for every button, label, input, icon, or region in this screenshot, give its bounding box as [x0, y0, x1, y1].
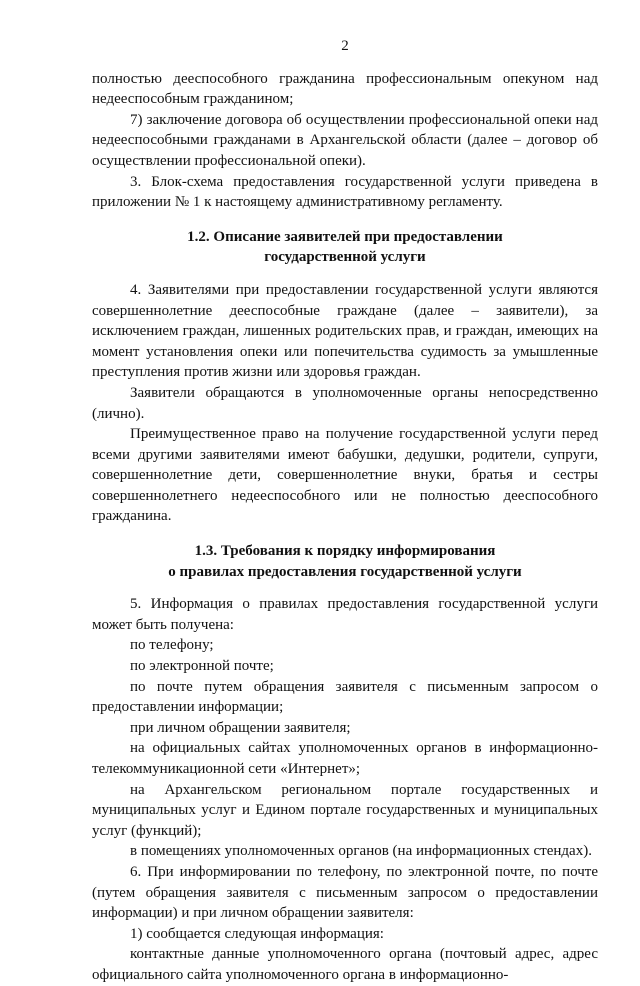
- section-1-3-paragraph-5: 5. Информация о правилах предоставления государственной услуги может быть получена:: [92, 596, 598, 633]
- section-heading-1-2-line1: 1.2. Описание заявителей при предоставлении: [187, 228, 503, 245]
- section-1-3-list-item-portals: на Архангельском региональном портале государственных и муниципальных услуг и Едином портале государственных и муниципальных услуг (функций);: [92, 781, 598, 839]
- intro-paragraph-3: 3. Блок-схема предоставления государственной услуги приведена в приложении № 1 к настоящему административному регламенту.: [92, 173, 598, 211]
- section-1-2-paragraph-priority: Преимущественное право на получение государственной услуги перед всеми другими заявителями имеют бабушки, дедушки, родители, супруги, совершеннолетние дети, совершеннолетние внуки, братья и сестры совершеннолетнего недееспособного или не полностью дееспособного гражданина.: [92, 426, 598, 525]
- section-1-3-list-item-email: по электронной почте;: [130, 658, 274, 675]
- section-1-3-list-item-phone: по телефону;: [130, 637, 214, 654]
- page-number: 2: [341, 38, 349, 54]
- section-1-3-list-item-post: по почте путем обращения заявителя с письменным запросом о предоставлении информации;: [92, 678, 598, 716]
- section-1-3-subitem-1: 1) сообщается следующая информация:: [130, 925, 384, 942]
- section-heading-1-2: [92, 227, 598, 268]
- section-1-3-list-item-websites: на официальных сайтах уполномоченных органов в информационно-телекоммуникационной сети «Интернет»;: [92, 740, 598, 777]
- section-1-3-list-item-stands: в помещениях уполномоченных органов (на информационных стендах).: [130, 843, 592, 860]
- section-1-3-contact-data: контактные данные уполномоченного органа (почтовый адрес, адрес официального сайта уполномоченного органа в информационно-: [92, 946, 598, 983]
- section-1-2-paragraph-4: 4. Заявителями при предоставлении государственной услуги являются совершеннолетние дееспособные граждане (далее – заявители), за исключением граждан, лишенных родительских прав, и граждан, имеющих на момент установления опеки или попечительства судимость за умышленные преступления против жизни или здоровья граждан.: [92, 281, 598, 381]
- section-1-2-paragraph-direct: Заявители обращаются в уполномоченные органы непосредственно (лично).: [92, 384, 598, 422]
- section-heading-1-3-line1: 1.3. Требования к порядку информирования: [194, 543, 496, 560]
- section-1-3-list-item-personal: при личном обращении заявителя;: [130, 719, 351, 736]
- intro-paragraph-item-7: 7) заключение договора об осуществлении профессиональной опеки над недееспособными гражданами в Архангельской области (далее – договор об осуществлении профессиональной опеки).: [92, 111, 598, 169]
- intro-paragraph-continuation: полностью дееспособного гражданина профессиональным опекуном над недееспособным гражданином;: [92, 70, 598, 108]
- section-heading-1-2-line2: государственной услуги: [264, 249, 426, 266]
- section-heading-1-3: [92, 541, 598, 582]
- document-page: [92, 36, 598, 986]
- section-heading-1-3-line2: о правилах предоставления государственной услуги: [168, 563, 522, 580]
- section-1-3-paragraph-6: 6. При информировании по телефону, по электронной почте, по почте (путем обращения заявителя с письменным запросом о предоставлении информации) и при личном обращении заявителя:: [92, 863, 598, 922]
